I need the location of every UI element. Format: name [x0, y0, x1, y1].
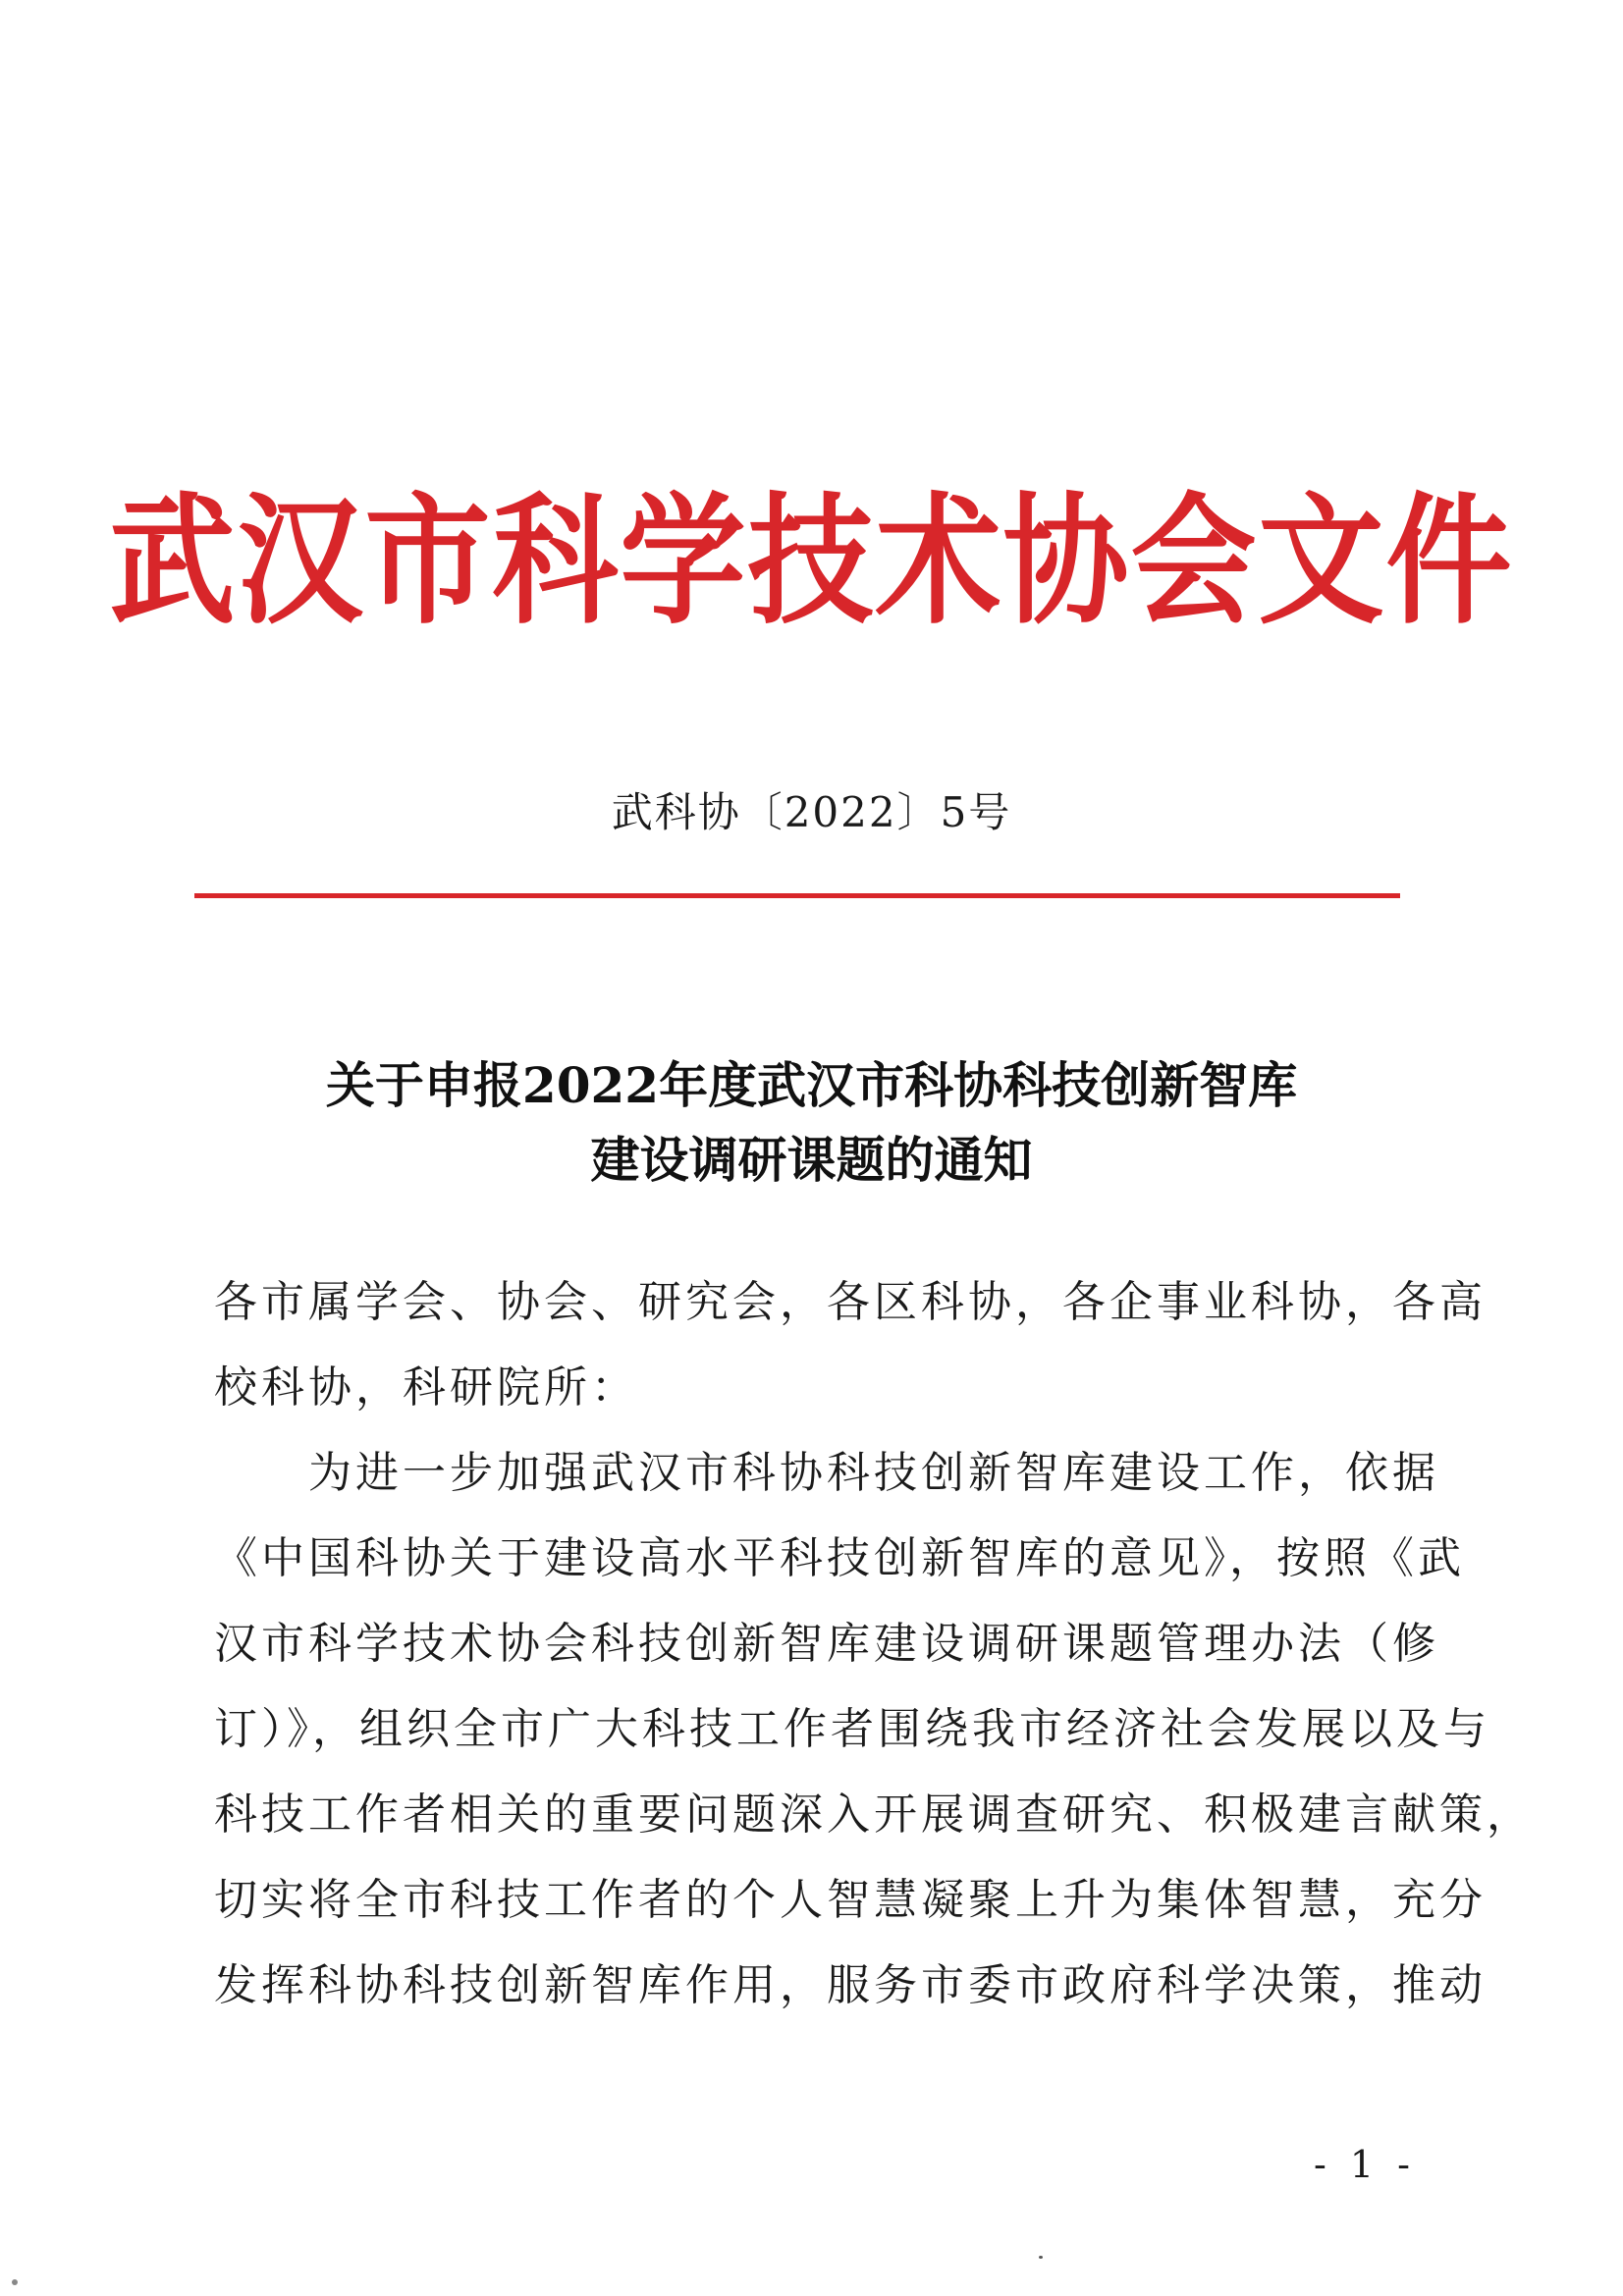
- notice-title-line-2: 建设调研课题的通知: [590, 1131, 1033, 1189]
- red-divider-line: [194, 893, 1400, 898]
- body-line: 切实将全市科技工作者的个人智慧凝聚上升为集体智慧，充分: [214, 1875, 1487, 1925]
- body-line: 为进一步加强武汉市科协科技创新智库建设工作，依据: [214, 1448, 1439, 1498]
- body-line: 各市属学会、协会、研究会，各区科协，各企事业科协，各高: [214, 1277, 1487, 1327]
- scan-speck: [1039, 2256, 1043, 2259]
- notice-title: [147, 1048, 1476, 1198]
- body-line: 校科协，科研院所：: [214, 1362, 638, 1413]
- body-line: 发挥科协科技创新智库作用，服务市委市政府科学决策，推动: [214, 1960, 1487, 2010]
- body-line: 科技工作者相关的重要问题深入开展调查研究、积极建言献策，: [214, 1789, 1534, 1840]
- scan-speck: [12, 2279, 18, 2285]
- page-number: - 1 -: [1313, 2143, 1416, 2186]
- body-line: 订）》，组织全市广大科技工作者围绕我市经济社会发展以及与: [214, 1704, 1490, 1754]
- masthead-title: 武汉市科学技术协会文件: [109, 480, 1514, 645]
- notice-title-line-1: 关于申报2022年度武汉市科协科技创新智库: [325, 1056, 1298, 1114]
- body-line: 《中国科协关于建设高水平科技创新智库的意见》，按照《武: [214, 1533, 1465, 1583]
- notice-body: [214, 1259, 1534, 2028]
- body-line: 汉市科学技术协会科技创新智库建设调研课题管理办法（修: [214, 1619, 1439, 1669]
- document-number: 武科协〔2022〕5号: [611, 788, 1012, 836]
